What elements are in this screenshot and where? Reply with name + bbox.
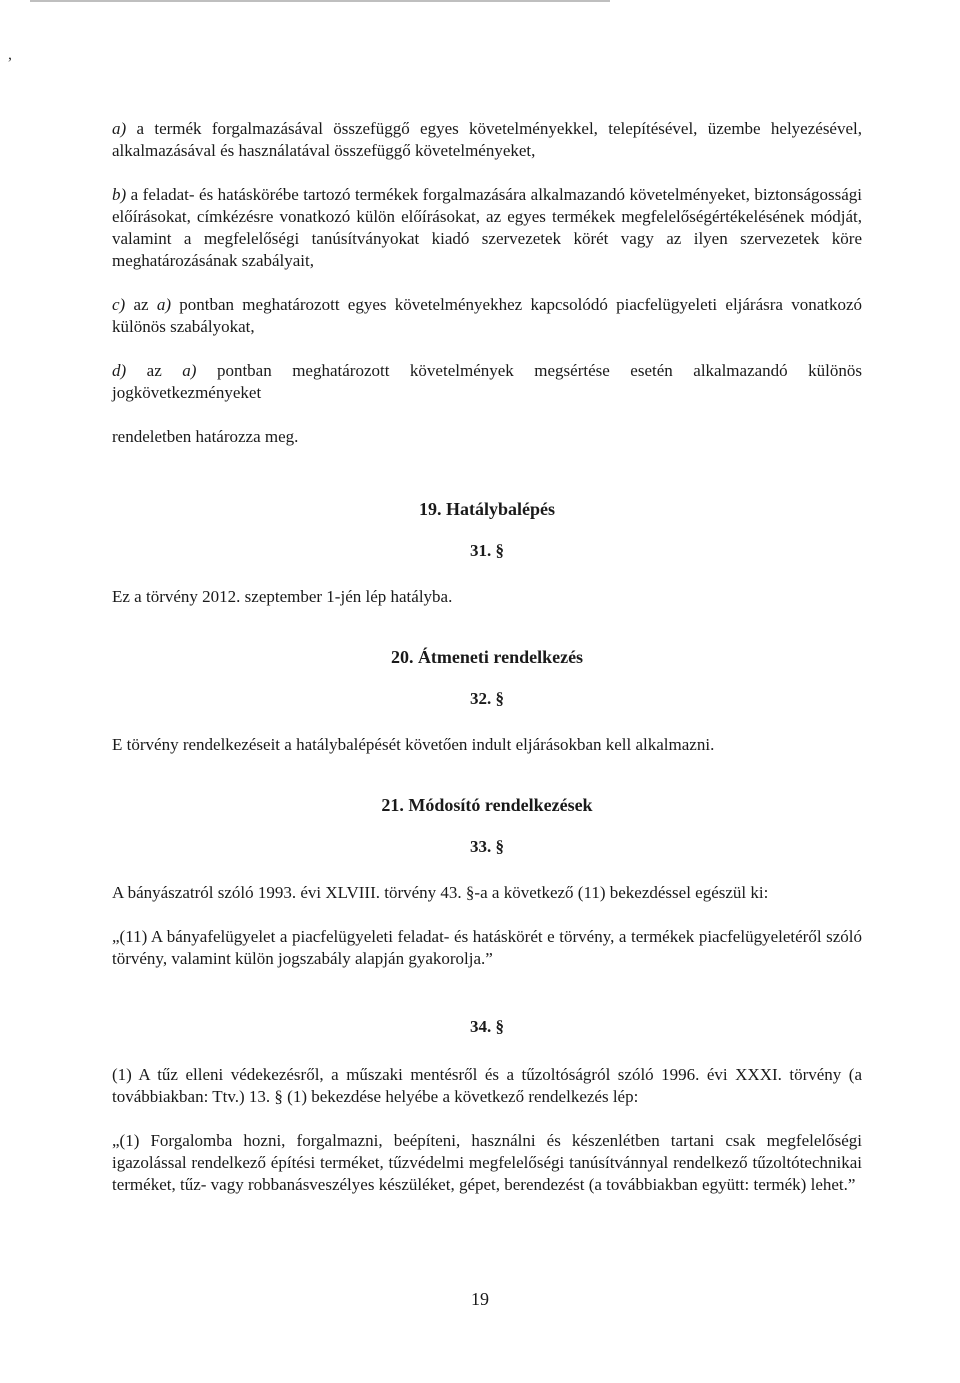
paragraph-34-text: (1) A tűz elleni védekezésről, a műszaki mentésről és a tűzoltóságról szóló 1996. évi XXXI. törvény (a továbbiakban: Ttv.) 13. § (1) bekezdése helyébe a következő rendelkezés lép: (112, 1065, 862, 1106)
paragraph-33-quote: „(11) A bányafelügyelet a piacfelügyeleti feladat- és hatáskörét e törvény, a termékek piacfelügyeletéről szóló törvény, valamint külön jogszabály alapján gyakorolja.” (112, 927, 862, 968)
list-item-d (112, 360, 862, 404)
item-text-b: a feladat- és hatáskörébe tartozó termékek forgalmazására alkalmazandó követelményeket, biztonságossági előírásokat, címkézésre vonatkozó külön előírásokat, az egyes termékek megfelelőségértékelésének módját, valamint a megfelelőségi tanúsítványokat kiadó szervezetek körét vagy az ilyen szervezetek köre meghatározásának szabályait, (112, 185, 862, 270)
scan-top-edge-line (30, 0, 610, 2)
item-tag-a: a) (112, 119, 127, 138)
item-text-a: a termék forgalmazásával összefüggő egyes követelményekkel, telepítésével, üzembe helyezésével, alkalmazásával és használatával összefüggő követelményeket, (112, 119, 862, 160)
item-ref-c: a) (156, 295, 172, 314)
document-body (112, 118, 862, 1218)
list-item-c (112, 294, 862, 338)
item-text-c-before: az (133, 295, 149, 314)
paragraph-number-31: 31. § (470, 541, 504, 560)
paragraph-33-text: A bányászatról szóló 1993. évi XLVIII. törvény 43. §-a a következő (11) bekezdéssel egészül ki: (112, 883, 769, 902)
list-item-b (112, 184, 862, 272)
paragraph-34-quote: „(1) Forgalomba hozni, forgalmazni, beépíteni, használni és készenlétben tartani csak megfelelőségi igazolással rendelkező építési terméket, tűzvédelmi megfelelőségi tanúsítvánnyal rendelkező tűzoltótechnikai terméket, tűz- vagy robbanásveszélyes készüléket, gépet, berendezést (a továbbiakban együtt: termék) lehet.” (112, 1131, 862, 1194)
section-heading-19: 19. Hatálybalépés (418, 499, 555, 519)
paragraph-32-text: E törvény rendelkezéseit a hatálybalépését követően indult eljárásokban kell alkalmazni. (112, 735, 715, 754)
page-number: 19 (471, 1289, 489, 1309)
stray-scan-mark: , (8, 46, 12, 63)
section-heading-20: 20. Átmeneti rendelkezés (390, 647, 584, 667)
section-heading-21: 21. Módosító rendelkezések (381, 795, 593, 815)
item-text-c-after: pontban meghatározott egyes követelményekhez kapcsolódó piacfelügyeleti eljárásra vonatkozó különös szabályokat, (112, 295, 863, 336)
item-tag-b: b) (112, 185, 127, 204)
paragraph-number-34: 34. § (470, 1017, 504, 1036)
item-ref-d: a) (182, 361, 197, 380)
closing-clause: rendeletben határozza meg. (112, 427, 299, 446)
paragraph-number-33: 33. § (470, 837, 504, 856)
item-text-d-after: pontban meghatározott követelmények megsértése esetén alkalmazandó különös jogkövetkezményeket (112, 361, 863, 402)
item-text-d-before: az (146, 361, 162, 380)
paragraph-31-text: Ez a törvény 2012. szeptember 1-jén lép hatályba. (112, 587, 453, 606)
item-tag-c: c) (112, 295, 126, 314)
list-item-a (112, 118, 862, 162)
item-tag-d: d) (112, 361, 127, 380)
paragraph-number-32: 32. § (470, 689, 504, 708)
